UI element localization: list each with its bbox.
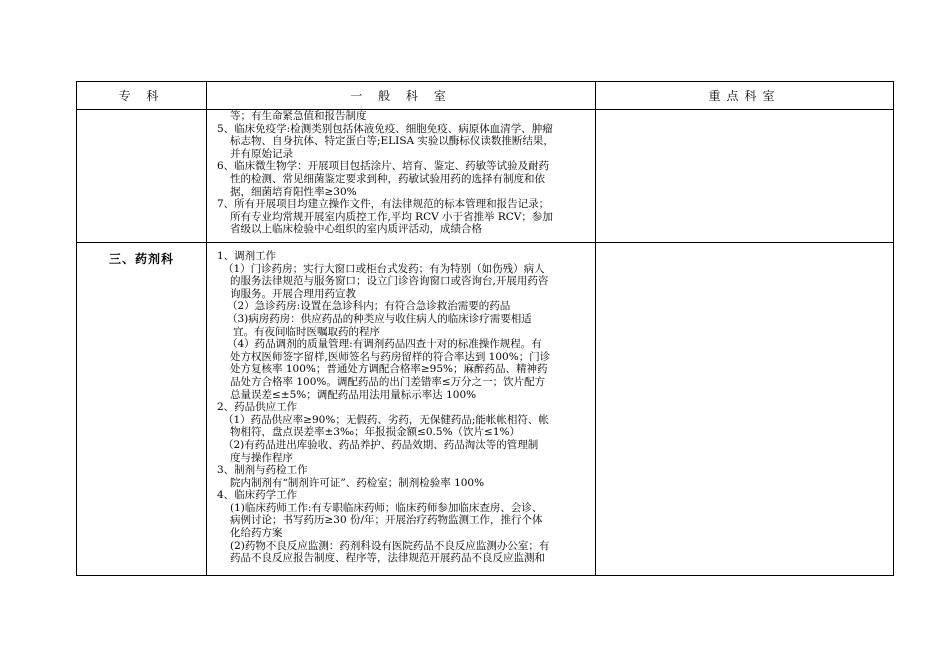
text-line: 6、临床微生物学：开展项目包括涂片、培育、鉴定、药敏等试验及耐药 — [217, 160, 550, 173]
text-line: (2)药物不良反应监测：药剂科设有医院药品不良反应监测办公室；有 — [230, 539, 550, 552]
text-line: （1）药品供应率≥90%；无假药、劣药，无保健药品;能帐帐相符、帐 — [223, 413, 549, 426]
text-line: 处方复核率 100%；普通处方调配合格率≥95%；麻醉药品、精神药 — [230, 363, 548, 376]
text-line: （2）急诊药房:设置在急诊科内；有符合急诊救治需要的药品 — [227, 300, 511, 313]
text-line: 院内制剂有“制剂许可证”、药检室；制剂检验率 100% — [230, 476, 485, 489]
text-line: 省级以上临床检验中心组织的室内质评活动，成绩合格 — [230, 223, 482, 236]
text-line: 药品不良反应报告制度、程序等，法律规范开展药品不良反应监测和 — [230, 552, 545, 565]
text-line: 2、药品供应工作 — [217, 401, 298, 414]
text-line: 1、调剂工作 — [217, 250, 277, 262]
text-line: 性的检测、常见细菌鉴定要求到种，药敏试验用药的选择有制度和依 — [230, 172, 545, 185]
header-key-dept: 重点科室 — [708, 89, 781, 103]
text-line: 4、临床药学工作 — [217, 489, 298, 502]
text-line: 所有专业均常规开展室内质控工作,平均 RCV 小于省推举 RCV；参加 — [230, 210, 553, 223]
text-line: 询服务。开展合理用药宣教 — [230, 287, 356, 300]
text-line: （2)有药品进出库验收、药品养护、药品效期、药品淘汰等的管理制 — [223, 438, 539, 451]
header-general-dept: 一 般 科 室 — [350, 89, 452, 103]
standards-table — [76, 81, 894, 576]
text-line: 等；有生命紧急值和报告制度 — [230, 110, 367, 122]
text-line: 据，细菌培育阳性率≥30% — [230, 185, 357, 198]
text-line: 并有原始记录 — [230, 147, 293, 160]
text-line: 标志物、自身抗体、特定蛋白等;ELISA 实验以酶标仪读数推断结果， — [230, 135, 554, 148]
text-line: 7、所有开展项目均建立操作文件，有法律规范的标本管理和报告记录； — [217, 198, 550, 211]
lab-requirements-text — [209, 110, 593, 236]
column-divider — [206, 82, 207, 575]
pharmacy-requirements-text — [209, 250, 593, 565]
text-line: 度与操作程序 — [230, 451, 293, 464]
row-divider — [77, 242, 893, 243]
text-line: 的服务法律规范与服务窗口；设立门诊咨询窗口或咨询台,开展用药咨 — [230, 275, 549, 288]
text-line: 物相符，盘点误差率±3‰；年报损金额≤0.5%（饮片≤1%） — [230, 426, 520, 439]
header-specialty: 专 科 — [118, 89, 165, 103]
text-line: （1）门诊药房；实行大窗口或柜台式发药；有为特别（如伤残）病人 — [223, 262, 545, 275]
text-line: 化给药方案 — [230, 527, 283, 540]
text-line: （3)病房药房：供应药品的种类应与收住病人的临床诊疗需要相适 — [227, 312, 532, 325]
text-line: 品处方合格率 100%。调配药品的出门差错率≤万分之一；饮片配方 — [230, 375, 546, 388]
text-line: 总量误差≤±5%；调配药品用法用量标示率达 100% — [230, 388, 477, 401]
text-line: 5、临床免疫学:检测类别包括体液免疫、细胞免疫、病原体血清学、肿瘤 — [217, 122, 553, 135]
text-line: 宜。有夜间临时医嘱取药的程序 — [233, 325, 380, 338]
text-line: 3、制剂与药检工作 — [217, 464, 308, 477]
column-divider — [595, 82, 596, 575]
dept-pharmacy-label: 三、药剂科 — [108, 252, 174, 266]
text-line: 处方权医师签字留样,医师签名与药房留样的符合率达到 100%；门诊 — [230, 350, 551, 363]
text-line: 病例讨论；书写药历≥30 份/年；开展治疗药物监测工作，推行个体 — [230, 514, 543, 527]
text-line: (1)临床药师工作:有专职临床药师；临床药师参加临床查房、会诊、 — [230, 501, 543, 514]
text-line: （4）药品调剂的质量管理:有调剂药品四查十对的标准操作规程。有 — [227, 338, 542, 351]
